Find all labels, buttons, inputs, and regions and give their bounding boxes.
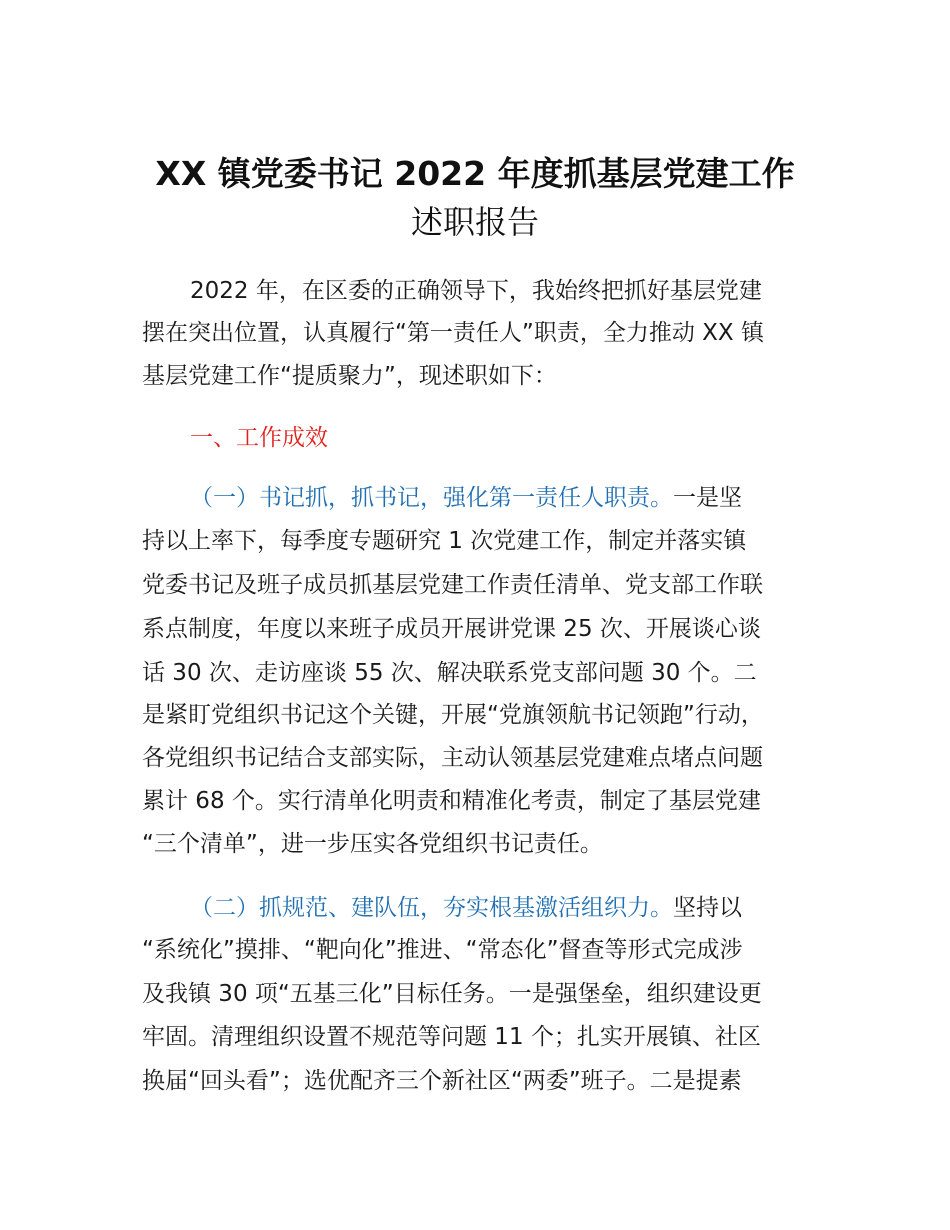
subsection2-first-line-rest: 坚持以	[673, 895, 742, 921]
document-title-line2: 述职报告	[410, 203, 539, 241]
paragraph-line: 持以上率下，每季度专题研究 1 次党建工作，制定并落实镇	[142, 528, 747, 554]
paragraph-line: 系点制度，年度以来班子成员开展讲党课 25 次、开展谈心谈	[142, 616, 761, 642]
intro-line: 2022 年，在区委的正确领导下，我始终把抓好基层党建	[190, 278, 762, 304]
paragraph-line: 累计 68 个。实行清单化明责和精准化考责，制定了基层党建	[142, 788, 761, 814]
paragraph-line: “三个清单”，进一步压实各党组织书记责任。	[142, 831, 603, 857]
paragraph-line: 党委书记及班子成员抓基层党建工作责任清单、党支部工作联	[142, 572, 763, 598]
subsection1-first-line	[190, 483, 742, 513]
paragraph-line: 话 30 次、走访座谈 55 次、解决联系党支部问题 30 个。二	[142, 660, 757, 686]
intro-line: 基层党建工作“提质聚力”，现述职如下：	[142, 363, 557, 389]
paragraph-line: “系统化”摸排、“靶向化”推进、“常态化”督查等形式完成涉	[142, 937, 743, 963]
subsection2-first-line	[190, 893, 742, 923]
paragraph-line: 各党组织书记结合支部实际，主动认领基层党建难点堵点问题	[142, 745, 763, 771]
document-title-line1: XX 镇党委书记 2022 年度抓基层党建工作	[155, 154, 795, 193]
paragraph-line: 牢固。清理组织设置不规范等问题 11 个；扎实开展镇、社区	[142, 1024, 761, 1050]
intro-line: 摆在突出位置，认真履行“第一责任人”职责，全力推动 XX 镇	[142, 320, 764, 346]
subsection1-heading: （一）书记抓，抓书记，强化第一责任人职责。	[190, 485, 673, 511]
paragraph-line: 是紧盯党组织书记这个关键，开展“党旗领航书记领跑”行动，	[142, 702, 764, 728]
subsection1-first-line-rest: 一是坚	[673, 485, 742, 511]
subsection2-heading: （二）抓规范、建队伍，夯实根基激活组织力。	[190, 895, 673, 921]
paragraph-line: 换届“回头看”；选优配齐三个新社区“两委”班子。二是提素	[142, 1068, 742, 1094]
paragraph-line: 及我镇 30 项“五基三化”目标任务。一是强堡垒，组织建设更	[142, 981, 762, 1007]
section-heading: 一、工作成效	[190, 425, 328, 451]
